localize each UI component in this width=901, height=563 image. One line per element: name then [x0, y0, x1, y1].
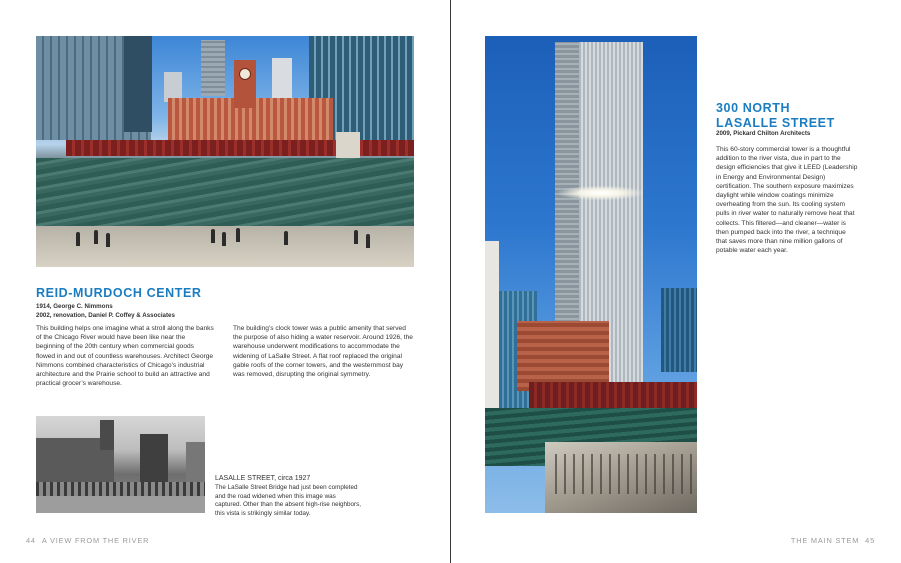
clock-tower — [234, 60, 256, 108]
300-north-lasalle-title — [716, 101, 866, 131]
balustrade-balusters — [555, 454, 697, 494]
pedestrian — [366, 234, 370, 248]
river-water — [36, 158, 414, 228]
pedestrian — [76, 232, 80, 246]
lasalle-street-1927-photo — [36, 416, 205, 513]
pedestrian — [236, 228, 240, 242]
glass-building-right — [661, 288, 697, 372]
reid-murdoch-title: REID-MURDOCH CENTER — [36, 286, 202, 300]
300-north-lasalle-credit: 2009, Pickard Chilton Architects — [716, 130, 811, 137]
running-head: THE MAIN STEM — [790, 536, 860, 545]
reid-murdoch-credits — [36, 303, 236, 320]
reid-murdoch-body-column-2: The building’s clock tower was a public amenity that served the purpose of also hiding a water reservoir. Around 1926, the warehouse underwent modifications to accommodate the widening of LaSalle Street. A flat roof replaced the original gable roofs of the corner towers, and the westernmost bay was removed, disrupting the original symmetry. — [233, 325, 413, 379]
red-bridge — [529, 382, 697, 408]
title-line: LASALLE STREET — [716, 116, 835, 130]
credit-line: 1914, George C. Nimmons — [36, 303, 113, 310]
reid-murdoch-photo — [36, 36, 414, 267]
page-number: 45 — [865, 536, 875, 545]
page-gutter — [450, 0, 451, 563]
photo-caption-title: LASALLE STREET, circa 1927 — [215, 475, 311, 482]
distant-tower — [201, 40, 225, 96]
pedestrian — [284, 231, 288, 245]
bridge-tender-house — [336, 132, 360, 158]
bridge-truss — [36, 482, 205, 496]
red-bridge — [66, 140, 414, 156]
pedestrian — [211, 229, 215, 243]
clock-face — [239, 68, 251, 80]
brick-building — [517, 321, 609, 391]
credit-line: 2002, renovation, Daniel P. Coffey & Associates — [36, 311, 175, 319]
left-folio — [26, 536, 149, 545]
pedestrian — [354, 230, 358, 244]
glass-tower-left-shadow — [124, 36, 152, 132]
300-north-lasalle-body: This 60-story commercial tower is a thoughtful addition to the river vista, due in part to the design efficiencies that give it LEED (Leadership in Energy and Environmental Design) certification. The southern exposure maximizes daylight while window coatings minimize overheating from the sun. Its cooling system pulls in river water to naturally remove heat that collects. This filtered—and cleaner—water is then pumped back into the river, a technique that saves more than nine million gallons of potable water each year. — [716, 146, 858, 255]
pedestrian — [222, 232, 226, 246]
reid-murdoch-body-column-1: This building helps one imagine what a stroll along the banks of the Chicago River would have been like near the beginning of the 20th century when commercial goods flowed in and out of countless warehouses. Architect George Nimmons combined characteristics of Chicago’s industrial architecture and the Prairie school to build an attractive and practical grocer’s warehouse. — [36, 325, 214, 388]
running-head: A VIEW FROM THE RIVER — [41, 536, 150, 545]
right-folio — [791, 536, 875, 545]
page-number: 44 — [26, 536, 36, 545]
river-foreground — [36, 496, 205, 513]
title-line: 300 NORTH — [716, 101, 791, 115]
300-north-lasalle-photo — [485, 36, 697, 513]
distant-tower — [272, 58, 292, 100]
pedestrian — [94, 230, 98, 244]
sun-reflection — [559, 186, 643, 200]
pedestrian — [106, 233, 110, 247]
photo-caption-body: The LaSalle Street Bridge had just been completed and the road widened when this image was captured. Other than the absent high-rise neighbors, this vista is strikingly similar today. — [215, 484, 361, 517]
riverwalk — [36, 226, 414, 267]
clock-tower-silhouette — [100, 420, 114, 450]
